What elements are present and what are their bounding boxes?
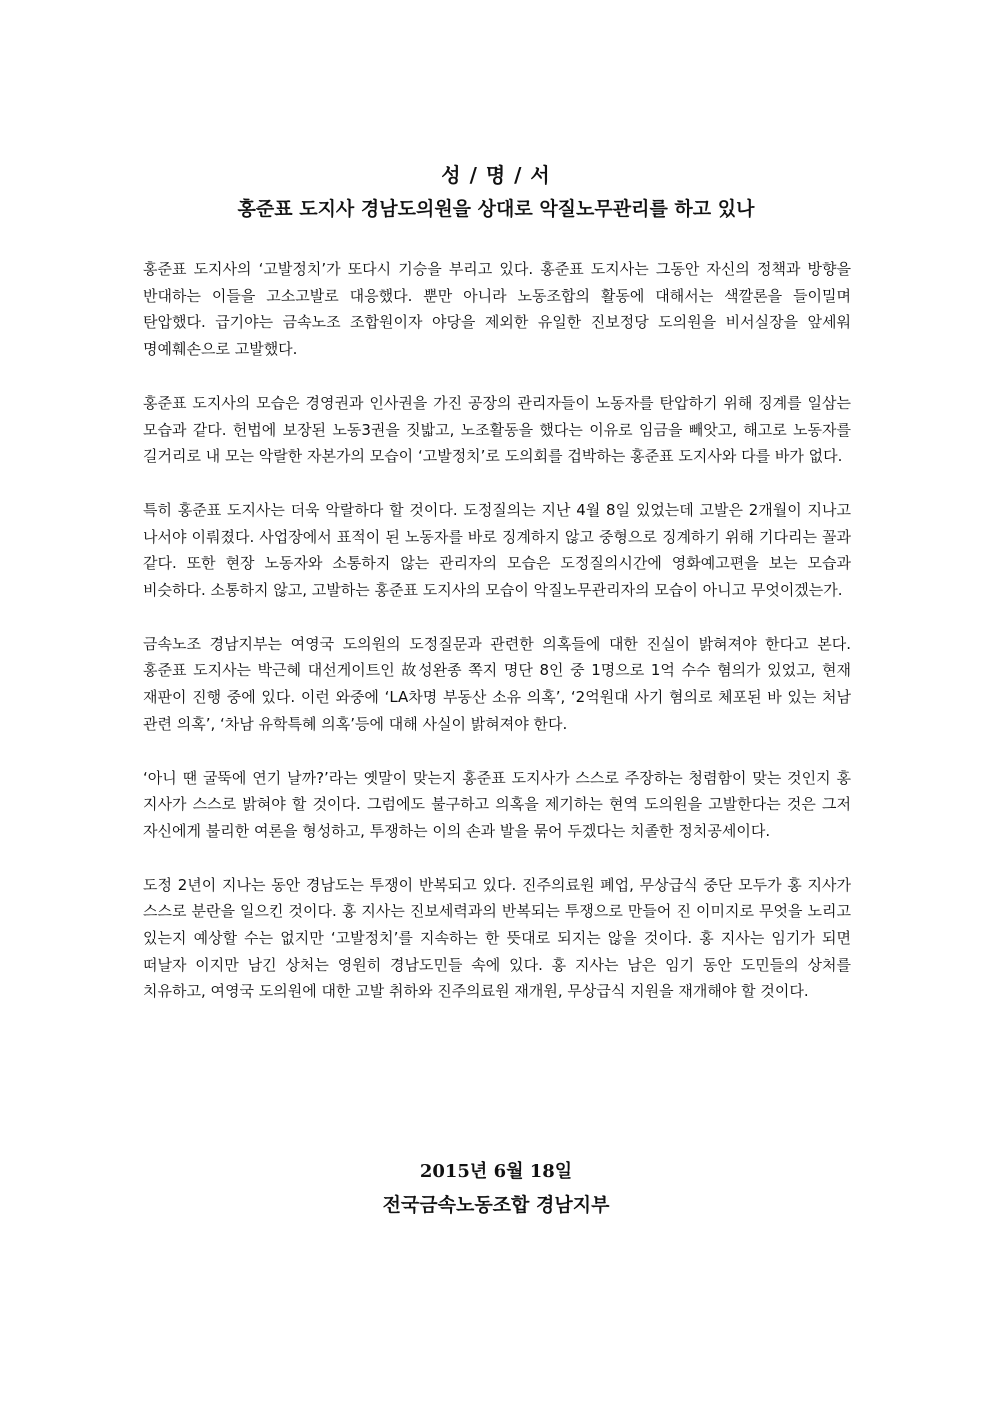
paragraph-4: 금속노조 경남지부는 여영국 도의원의 도정질문과 관련한 의혹들에 대한 진실이 밝혀져야 한다고 본다. 홍준표 도지사는 박근혜 대선게이트인 故성완종 쪽지 명단 8인 중 1명으로 1억 수수 혐의가 있었고, 현재 재판이 진행 중에 있다. 이런 와중에 ‘LA차명 부동산 소유 의혹’, ‘2억원대 사기 혐의로 체포된 바 있는 처남 관련 의혹’, ‘차남 유학특혜 의혹’등에 대해 사실이 밝혀져야 한다. [143, 634, 851, 733]
paragraph-6: 도정 2년이 지나는 동안 경남도는 투쟁이 반복되고 있다. 진주의료원 폐업, 무상급식 중단 모두가 홍 지사가 스스로 분란을 일으킨 것이다. 홍 지사는 진보세력과의 반복되는 투쟁으로 만들어 진 이미지로 무엇을 노리고 있는지 예상할 수는 없지만 ‘고발정치’를 지속하는 한 뜻대로 되지는 않을 것이다. 홍 지사는 임기가 되면 떠날자 이지만 남긴 상처는 영원히 경남도민들 속에 있다. 홍 지사는 남은 임기 동안 도민들의 상처를 치유하고, 여영국 도의원에 대한 고발 취하와 진주의료원 재개원, 무상급식 지원을 재개해야 할 것이다. [143, 875, 851, 1001]
document-body [143, 256, 851, 1032]
document-title: 성 / 명 / 서 [441, 163, 551, 187]
issuing-organization: 전국금속노동조합 경남지부 [382, 1194, 610, 1216]
paragraph-5: ‘아니 땐 굴뚝에 연기 날까?’라는 옛말이 맞는지 홍준표 도지사가 스스로 주장하는 청렴함이 맞는 것인지 홍 지사가 스스로 밝혀야 할 것이다. 그럼에도 불구하고 의혹을 제기하는 현역 도의원을 고발한다는 것은 그저 자신에게 불리한 여론을 형성하고, 투쟁하는 이의 손과 발을 묶어 두겠다는 치졸한 정치공세이다. [143, 768, 851, 840]
paragraph-3: 특히 홍준표 도지사는 더욱 악랄하다 할 것이다. 도정질의는 지난 4월 8일 있었는데 고발은 2개월이 지나고 나서야 이뤄졌다. 사업장에서 표적이 된 노동자를 바로 징계하지 않고 중형으로 징계하기 위해 기다리는 꼴과 같다. 또한 현장 노동자와 소통하지 않는 관리자의 모습은 도정질의시간에 영화예고편을 보는 모습과 비슷하다. 소통하지 않고, 고발하는 홍준표 도지사의 모습이 악질노무관리자의 모습이 아니고 무엇이겠는가. [143, 500, 851, 600]
paragraph-2: 홍준표 도지사의 모습은 경영권과 인사권을 가진 공장의 관리자들이 노동자를 탄압하기 위해 징계를 일삼는 모습과 같다. 헌법에 보장된 노동3권을 짓밟고, 노조활동을 했다는 이유로 임금을 빼앗고, 해고로 노동자를 길거리로 내 모는 악랄한 자본가의 모습이 ‘고발정치’로 도의회를 겁박하는 홍준표 도지사와 다를 바가 없다. [143, 393, 851, 466]
document-subtitle: 홍준표 도지사 경남도의원을 상대로 악질노무관리를 하고 있나 [237, 198, 755, 220]
statement-date: 2015년 6월 18일 [419, 1161, 573, 1182]
paragraph-1: 홍준표 도지사의 ‘고발정치’가 또다시 기승을 부리고 있다. 홍준표 도지사는 그동안 자신의 정책과 방향을 반대하는 이들을 고소고발로 대응했다. 뿐만 아니라 노동조합의 활동에 대해서는 색깔론을 들이밀며 탄압했다. 급기야는 금속노조 조합원이자 야당을 제외한 유일한 진보정당 도의원을 비서실장을 앞세워 명예훼손으로 고발했다. [143, 260, 851, 359]
